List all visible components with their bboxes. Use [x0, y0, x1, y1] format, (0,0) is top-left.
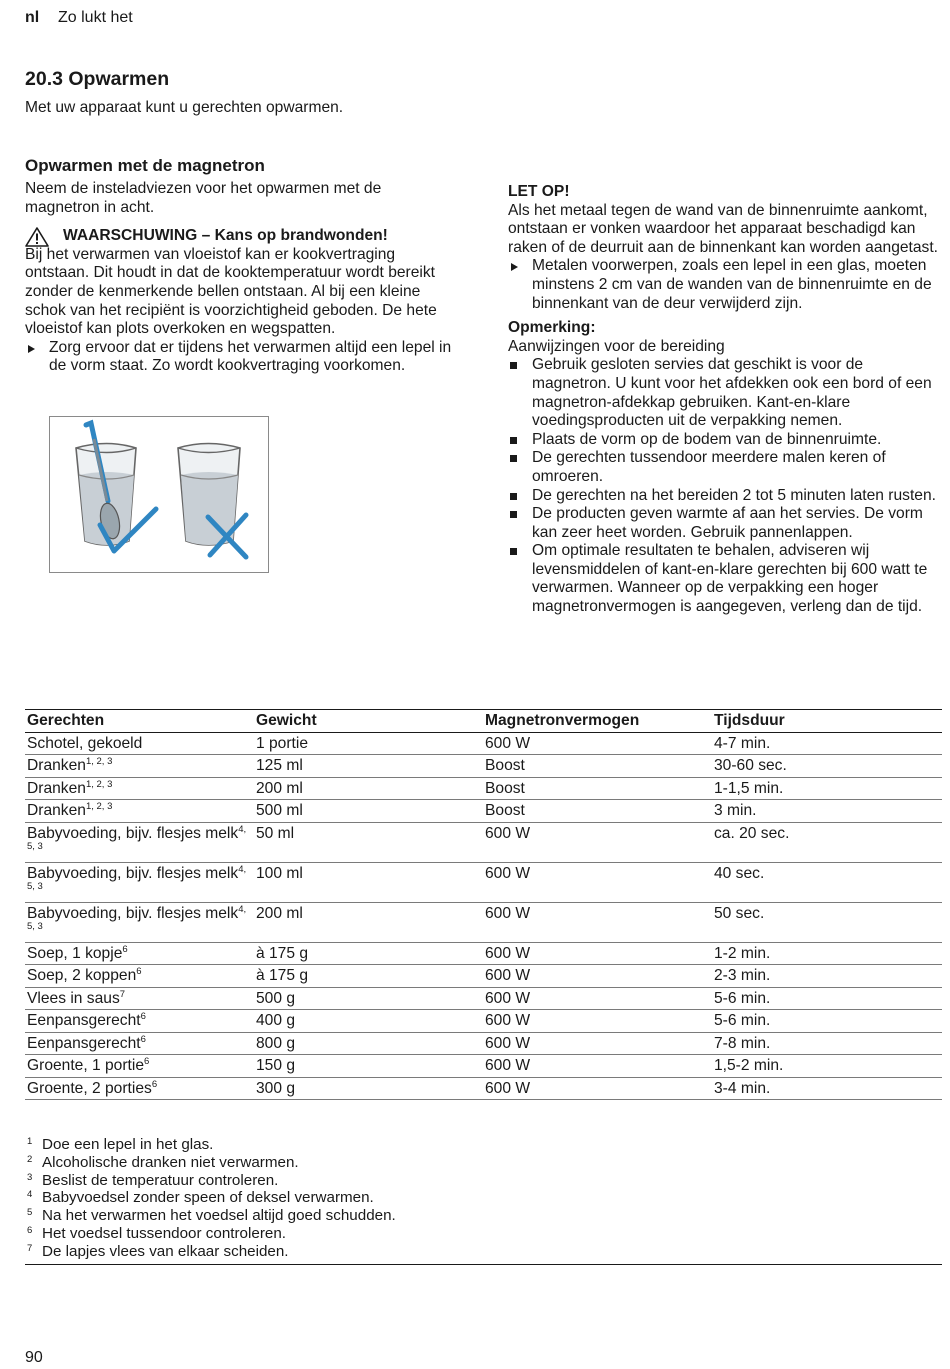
- advice-text: Neem de insteladviezen voor het opwarmen met de magnetron in acht.: [25, 180, 382, 216]
- cell-power-text: 600 W: [485, 1079, 531, 1097]
- table-row: [25, 732, 942, 755]
- cell-weight: [254, 965, 483, 988]
- cell-power-text: 600 W: [485, 967, 531, 985]
- footnote-reference: 4, 5, 3: [27, 863, 247, 893]
- cell-time-text: 50 sec.: [714, 904, 765, 922]
- cell-weight: [254, 732, 483, 755]
- cell-time-text: 5-6 min.: [714, 989, 771, 1007]
- cell-time-text: 1-2 min.: [714, 944, 771, 962]
- cell-weight-text: à 175 g: [256, 944, 309, 962]
- cell-weight: [254, 1032, 483, 1055]
- cell-power-text: 600 W: [485, 1012, 531, 1030]
- table-row: [25, 862, 942, 902]
- cell-time-text: 2-3 min.: [714, 967, 771, 985]
- cell-dish: [25, 862, 254, 902]
- table-row: [25, 822, 942, 862]
- note-item: Gebruik gesloten servies dat geschikt is voor de magnetron. U kunt voor het afdekken ook een bord of een magnetron-afdekkap gebruiken. Kant-en-klare voedingsproducten uit de verpakking nemen.: [508, 356, 944, 430]
- footnote: [25, 1243, 942, 1261]
- table-footnotes: [25, 1136, 942, 1265]
- footnote: [25, 1207, 942, 1225]
- cell-time: [712, 1010, 942, 1033]
- cell-power: [483, 1055, 712, 1078]
- footnote: [25, 1189, 942, 1207]
- cell-power: [483, 732, 712, 755]
- note-item: Plaats de vorm op de bodem van de binnenruimte.: [508, 431, 944, 450]
- note-item: Om optimale resultaten te behalen, adviseren wij levensmiddelen of kant-en-klare gerechten bij 600 watt te verwarmen. Wanneer op de verpakking een hoger magnetronvermogen is aangegeven, verleng dan de tijd.: [508, 542, 944, 616]
- section-title: 20.3 Opwarmen: [25, 68, 170, 90]
- footnote-reference: 6: [136, 966, 142, 978]
- cell-power-text: Boost: [485, 802, 525, 820]
- cell-time: [712, 800, 942, 823]
- footnote-text: Babyvoedsel zonder speen of deksel verwarmen.: [42, 1189, 374, 1207]
- table-row: [25, 965, 942, 988]
- cell-weight: [254, 862, 483, 902]
- table-row: [25, 1055, 942, 1078]
- section-intro: Met uw apparaat kunt u gerechten opwarmen.: [25, 99, 344, 116]
- cell-time-text: ca. 20 sec.: [714, 824, 790, 842]
- cell-weight: [254, 1055, 483, 1078]
- cell-time: [712, 942, 942, 965]
- cell-dish: [25, 1032, 254, 1055]
- note-item: De gerechten tussendoor meerdere malen keren of omroeren.: [508, 449, 944, 486]
- cell-power-text: 600 W: [485, 944, 531, 962]
- footnote-text: Beslist de temperatuur controleren.: [42, 1171, 279, 1189]
- cell-power: [483, 755, 712, 778]
- cell-dish: [25, 755, 254, 778]
- footnote-number: 7: [27, 1242, 33, 1254]
- cell-time-text: 3 min.: [714, 802, 757, 820]
- cell-time: [712, 732, 942, 755]
- glasses-illustration: [50, 417, 267, 571]
- cell-weight-text: 200 ml: [256, 779, 303, 797]
- table-row: [25, 987, 942, 1010]
- footnote-reference: 1, 2, 3: [85, 778, 113, 790]
- cell-time-text: 3-4 min.: [714, 1079, 771, 1097]
- caution-instruction: Metalen voorwerpen, zoals een lepel in een glas, moeten minstens 2 cm van de wanden van de binnenruimte en de binnenkant van de deur verwijderd zijn.: [508, 257, 944, 313]
- table-row: [25, 800, 942, 823]
- caution-title: LET OP!: [508, 183, 570, 200]
- glass-with-spoon-check-icon: [76, 423, 156, 551]
- cell-weight-text: 125 ml: [256, 757, 303, 775]
- cell-time-text: 5-6 min.: [714, 1012, 771, 1030]
- cell-power: [483, 1032, 712, 1055]
- footnote: [25, 1225, 942, 1243]
- cell-weight: [254, 822, 483, 862]
- footnote-number: 3: [27, 1171, 33, 1183]
- cell-dish: [25, 1055, 254, 1078]
- caution-text: Als het metaal tegen de wand van de binnenruimte aankomt, ontstaan er vonken waardoor het apparaat beschadigd kan raken of de deurruit aan de binnenkant kan worden aangetast.: [508, 201, 939, 256]
- warning-triangle-icon: [25, 227, 49, 247]
- cell-dish-text: Eenpansgerecht: [27, 1012, 141, 1030]
- warning-title: WAARSCHUWING – Kans op brandwonden!: [63, 227, 388, 245]
- note-item: De gerechten na het bereiden 2 tot 5 minuten laten rusten.: [508, 487, 944, 506]
- cell-power: [483, 822, 712, 862]
- footnote-reference: 6: [122, 943, 128, 955]
- cell-power-text: 600 W: [485, 1057, 531, 1075]
- cell-time: [712, 1032, 942, 1055]
- footnote-number: 4: [27, 1189, 33, 1201]
- cell-weight-text: 100 ml: [256, 864, 303, 882]
- cell-power: [483, 777, 712, 800]
- footnote-text: Het voedsel tussendoor controleren.: [42, 1224, 286, 1242]
- cell-weight: [254, 1077, 483, 1100]
- footnote-text: Doe een lepel in het glas.: [42, 1136, 214, 1153]
- reheating-table: [25, 709, 942, 1100]
- cell-power: [483, 965, 712, 988]
- cell-weight-text: 200 ml: [256, 904, 303, 922]
- cell-weight: [254, 987, 483, 1010]
- cell-dish-text: Dranken: [27, 802, 86, 820]
- cell-power-text: 600 W: [485, 1034, 531, 1052]
- cell-time-text: 1-1,5 min.: [714, 779, 784, 797]
- header-section-name: Zo lukt het: [58, 9, 133, 26]
- footnote-number: 5: [27, 1207, 33, 1219]
- cell-dish-text: Soep, 1 kopje: [27, 944, 123, 962]
- cell-weight: [254, 902, 483, 942]
- cell-dish-text: Schotel, gekoeld: [27, 734, 143, 752]
- cell-time: [712, 862, 942, 902]
- cell-time: [712, 755, 942, 778]
- subsection-title: Opwarmen met de magnetron: [25, 156, 265, 175]
- table-row: [25, 1010, 942, 1033]
- cell-dish: [25, 732, 254, 755]
- cell-dish-text: Babyvoeding, bijv. flesjes melk: [27, 904, 239, 922]
- note-title: Opmerking:: [508, 319, 596, 337]
- footnote-text: De lapjes vlees van elkaar scheiden.: [42, 1242, 289, 1260]
- cell-weight: [254, 1010, 483, 1033]
- table-header-row: [25, 710, 942, 733]
- cell-dish-text: Vlees in saus: [27, 989, 120, 1007]
- footnote-text: Na het verwarmen het voedsel altijd goed schudden.: [42, 1207, 396, 1225]
- glass-without-spoon-cross-icon: [178, 444, 246, 558]
- cell-dish: [25, 1010, 254, 1033]
- cell-dish: [25, 822, 254, 862]
- cell-dish-text: Groente, 1 portie: [27, 1057, 145, 1075]
- footnote-reference: 7: [119, 988, 126, 1000]
- cell-power-text: 600 W: [485, 904, 531, 922]
- footnote: [25, 1136, 942, 1154]
- cell-power: [483, 942, 712, 965]
- header-language: nl: [25, 9, 40, 26]
- cell-dish-text: Dranken: [27, 779, 86, 797]
- footnote: [25, 1172, 942, 1190]
- table-row: [25, 902, 942, 942]
- cell-power: [483, 1077, 712, 1100]
- cell-power-text: 600 W: [485, 989, 531, 1007]
- cell-dish: [25, 800, 254, 823]
- cell-power: [483, 1010, 712, 1033]
- cell-power: [483, 902, 712, 942]
- cell-weight-text: à 175 g: [256, 967, 309, 985]
- cell-time: [712, 1055, 942, 1078]
- note-item: De producten geven warmte af aan het servies. De vorm kan zeer heet worden. Gebruik pannenlappen.: [508, 505, 944, 542]
- cell-weight-text: 400 g: [256, 1012, 296, 1030]
- cell-time: [712, 777, 942, 800]
- cell-time-text: 1,5-2 min.: [714, 1057, 784, 1075]
- footnote-number: 6: [27, 1224, 33, 1236]
- warning-text: Bij het verwarmen van vloeistof kan er kookvertraging ontstaan. Dit houdt in dat de kooktemperatuur wordt bereikt zonder de kenmerkende bellen ontstaan. Al bij een kleine schok van het recipiënt is voorzichtigheid geboden. De hete vloeistof kan plots overkoken en wegspatten.: [25, 245, 437, 338]
- warning-heading: [25, 227, 455, 246]
- cell-dish-text: Dranken: [27, 757, 86, 775]
- spoon-instruction: Zorg ervoor dat er tijdens het verwarmen altijd een lepel in de vorm staat. Zo wordt kookvertraging voorkomen.: [25, 339, 455, 376]
- cell-dish: [25, 965, 254, 988]
- cell-weight: [254, 800, 483, 823]
- table-row: [25, 777, 942, 800]
- footnote-number: 1: [27, 1136, 33, 1147]
- cell-weight-text: 800 g: [256, 1034, 296, 1052]
- cell-dish: [25, 1077, 254, 1100]
- cell-time: [712, 1077, 942, 1100]
- cell-weight-text: 50 ml: [256, 824, 295, 842]
- footnote-reference: 4, 5, 3: [27, 823, 247, 853]
- cell-power: [483, 800, 712, 823]
- column-header-time: Tijdsduur: [712, 710, 942, 733]
- cell-weight-text: 150 g: [256, 1057, 296, 1075]
- cell-time-text: 40 sec.: [714, 864, 765, 882]
- cell-dish-text: Soep, 2 koppen: [27, 967, 137, 985]
- cell-time-text: 7-8 min.: [714, 1034, 771, 1052]
- cell-dish-text: Babyvoeding, bijv. flesjes melk: [27, 824, 239, 842]
- cell-time: [712, 965, 942, 988]
- cell-weight-text: 500 g: [256, 989, 296, 1007]
- footnote: [25, 1154, 942, 1172]
- cell-dish: [25, 902, 254, 942]
- cell-dish-text: Eenpansgerecht: [27, 1034, 141, 1052]
- footnote-reference: 6: [140, 1011, 146, 1023]
- footnote-reference: 6: [144, 1056, 150, 1068]
- cell-power-text: 600 W: [485, 734, 531, 752]
- left-column: [25, 180, 455, 376]
- cell-power-text: 600 W: [485, 824, 531, 842]
- footnote-reference: 1, 2, 3: [85, 801, 113, 813]
- cell-weight: [254, 942, 483, 965]
- cell-dish: [25, 987, 254, 1010]
- footnote-number: 2: [27, 1153, 33, 1165]
- cell-weight-text: 300 g: [256, 1079, 296, 1097]
- note-intro: Aanwijzingen voor de bereiding: [508, 337, 725, 355]
- reheating-table-container: [25, 709, 942, 1100]
- cell-dish: [25, 942, 254, 965]
- column-header-dish: Gerechten: [25, 710, 254, 733]
- cell-time-text: 4-7 min.: [714, 734, 771, 752]
- cell-power: [483, 862, 712, 902]
- cell-power-text: Boost: [485, 757, 525, 775]
- cell-weight-text: 500 ml: [256, 802, 303, 820]
- column-header-power: Magnetronvermogen: [483, 710, 712, 733]
- footnote-reference: 6: [151, 1078, 158, 1090]
- cell-dish-text: Babyvoeding, bijv. flesjes melk: [27, 864, 239, 882]
- cell-time-text: 30-60 sec.: [714, 757, 787, 775]
- cell-dish-text: Groente, 2 porties: [27, 1079, 152, 1097]
- cell-weight: [254, 755, 483, 778]
- footnote-text: Alcoholische dranken niet verwarmen.: [42, 1153, 299, 1171]
- footnote-reference: 1, 2, 3: [85, 756, 113, 768]
- cell-time: [712, 822, 942, 862]
- cell-weight: [254, 777, 483, 800]
- cell-power: [483, 987, 712, 1010]
- table-row: [25, 1032, 942, 1055]
- cell-power-text: Boost: [485, 779, 525, 797]
- footnote-reference: 6: [140, 1033, 146, 1045]
- cell-time: [712, 902, 942, 942]
- table-row: [25, 1077, 942, 1100]
- table-row: [25, 755, 942, 778]
- cell-time: [712, 987, 942, 1010]
- note-list: [508, 356, 944, 616]
- table-row: [25, 942, 942, 965]
- right-column: [508, 183, 944, 617]
- cell-weight-text: 1 portie: [256, 734, 309, 752]
- footnote-reference: 4, 5, 3: [27, 903, 247, 933]
- cell-power-text: 600 W: [485, 864, 531, 882]
- page-number: 90: [25, 1349, 43, 1366]
- spoon-in-glass-illustration: [49, 416, 269, 573]
- column-header-weight: Gewicht: [254, 710, 483, 733]
- cell-dish: [25, 777, 254, 800]
